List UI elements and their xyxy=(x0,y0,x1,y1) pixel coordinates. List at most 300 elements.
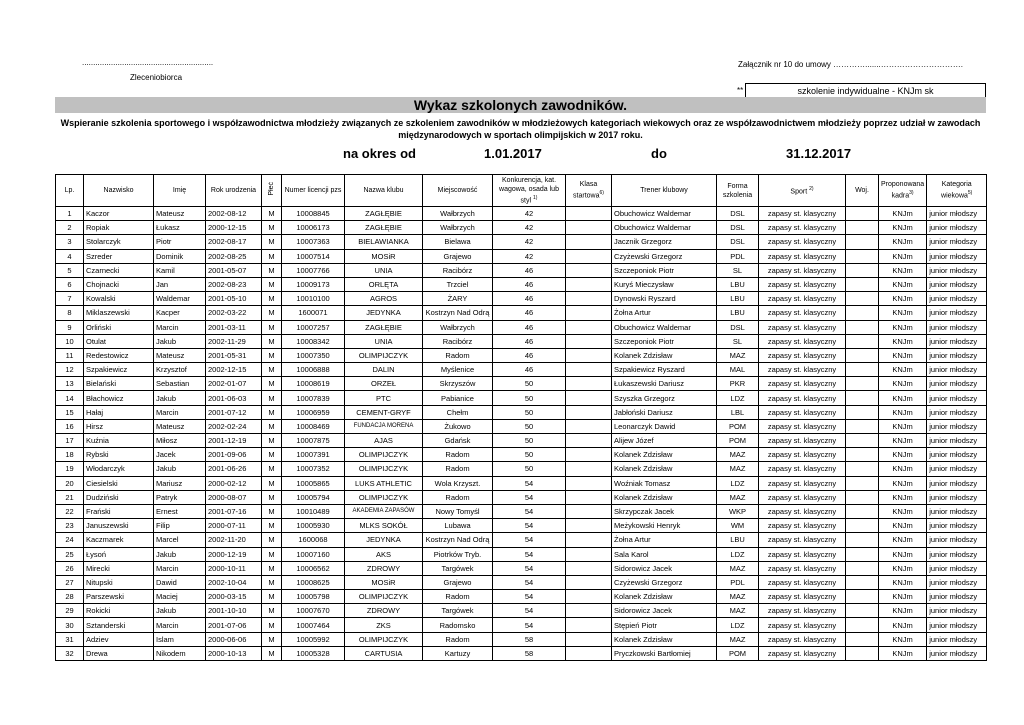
training-type-box: szkolenie indywidualne - KNJm sk xyxy=(745,83,986,98)
cell-licencja: 10008845 xyxy=(282,207,345,221)
cell-miejscowosc: Racibórz xyxy=(423,334,493,348)
cell-klasa xyxy=(566,249,612,263)
cell-plec: M xyxy=(262,292,282,306)
cell-miejscowosc: Radom xyxy=(423,462,493,476)
cell-klasa xyxy=(566,334,612,348)
cell-rok: 2002-08-25 xyxy=(206,249,262,263)
cell-kategoria: junior młodszy xyxy=(927,419,987,433)
cell-kadra: KNJm xyxy=(879,632,927,646)
cell-imie: Kacper xyxy=(154,306,206,320)
cell-lp: 20 xyxy=(56,476,84,490)
cell-forma: POM xyxy=(717,419,759,433)
cell-lp: 32 xyxy=(56,646,84,660)
cell-forma: WKP xyxy=(717,504,759,518)
cell-plec: M xyxy=(262,590,282,604)
cell-imie: Mateusz xyxy=(154,207,206,221)
cell-forma: MAZ xyxy=(717,604,759,618)
cell-miejscowosc: Targówek xyxy=(423,561,493,575)
cell-nazwisko: Ciesielski xyxy=(84,476,154,490)
cell-forma: MAZ xyxy=(717,561,759,575)
cell-licencja: 10007160 xyxy=(282,547,345,561)
cell-trener: Stępień Piotr xyxy=(612,618,717,632)
cell-plec: M xyxy=(262,405,282,419)
cell-licencja: 1600068 xyxy=(282,533,345,547)
cell-woj xyxy=(846,561,879,575)
cell-forma: WM xyxy=(717,519,759,533)
cell-woj xyxy=(846,249,879,263)
cell-klub: MOSiR xyxy=(345,575,423,589)
cell-woj xyxy=(846,391,879,405)
cell-rok: 2001-05-31 xyxy=(206,348,262,362)
cell-rok: 2000-12-15 xyxy=(206,221,262,235)
cell-trener: Obuchowicz Waldemar xyxy=(612,207,717,221)
cell-imie: Sebastian xyxy=(154,377,206,391)
cell-licencja: 10005930 xyxy=(282,519,345,533)
cell-licencja: 10007363 xyxy=(282,235,345,249)
cell-kadra: KNJm xyxy=(879,391,927,405)
cell-forma: MAZ xyxy=(717,590,759,604)
cell-konkurencja: 50 xyxy=(493,391,566,405)
cell-licencja: 10008625 xyxy=(282,575,345,589)
cell-klasa xyxy=(566,306,612,320)
col-konkurencja-label: Konkurencja, kat. wagowa, osada lub styl xyxy=(499,176,559,205)
cell-rok: 2001-06-26 xyxy=(206,462,262,476)
cell-klub: OLIMPIJCZYK xyxy=(345,590,423,604)
col-sport-label: Sport xyxy=(790,188,808,196)
cell-imie: Mariusz xyxy=(154,476,206,490)
cell-trener: Kolanek Zdzisław xyxy=(612,490,717,504)
cell-plec: M xyxy=(262,632,282,646)
cell-rok: 2001-03-11 xyxy=(206,320,262,334)
table-row xyxy=(56,405,987,419)
cell-miejscowosc: Radom xyxy=(423,448,493,462)
cell-konkurencja: 42 xyxy=(493,221,566,235)
cell-kategoria: junior młodszy xyxy=(927,618,987,632)
cell-rok: 2000-10-13 xyxy=(206,646,262,660)
cell-lp: 8 xyxy=(56,306,84,320)
sup-kategoria: 5) xyxy=(967,190,973,197)
cell-kategoria: junior młodszy xyxy=(927,235,987,249)
cell-rok: 2002-11-29 xyxy=(206,334,262,348)
cell-miejscowosc: Kartuzy xyxy=(423,646,493,660)
table-row xyxy=(56,575,987,589)
cell-klub: AKADEMIA ZAPASÓW xyxy=(345,504,423,518)
cell-miejscowosc: Radom xyxy=(423,348,493,362)
cell-sport: zapasy st. klasyczny xyxy=(759,405,846,419)
cell-klub: UNIA xyxy=(345,263,423,277)
cell-woj xyxy=(846,604,879,618)
cell-sport: zapasy st. klasyczny xyxy=(759,462,846,476)
col-forma: Forma szkolenia xyxy=(717,175,759,207)
table-row xyxy=(56,419,987,433)
cell-kadra: KNJm xyxy=(879,419,927,433)
cell-kategoria: junior młodszy xyxy=(927,547,987,561)
cell-klasa xyxy=(566,348,612,362)
cell-plec: M xyxy=(262,618,282,632)
cell-trener: Obuchowicz Waldemar xyxy=(612,320,717,334)
cell-trener: Szyszka Grzegorz xyxy=(612,391,717,405)
cell-miejscowosc: Wałbrzych xyxy=(423,320,493,334)
cell-trener: Alijew Józef xyxy=(612,434,717,448)
cell-trener: Kolanek Zdzisław xyxy=(612,448,717,462)
cell-klub: MLKS SOKÓŁ xyxy=(345,519,423,533)
cell-konkurencja: 58 xyxy=(493,632,566,646)
cell-kadra: KNJm xyxy=(879,462,927,476)
cell-imie: Dominik xyxy=(154,249,206,263)
cell-konkurencja: 54 xyxy=(493,519,566,533)
table-row xyxy=(56,207,987,221)
cell-forma: MAZ xyxy=(717,632,759,646)
cell-woj xyxy=(846,504,879,518)
cell-trener: Sidorowicz Jacek xyxy=(612,561,717,575)
cell-kategoria: junior młodszy xyxy=(927,391,987,405)
cell-nazwisko: Frański xyxy=(84,504,154,518)
table-row xyxy=(56,249,987,263)
cell-woj xyxy=(846,476,879,490)
cell-klasa xyxy=(566,504,612,518)
cell-woj xyxy=(846,575,879,589)
col-miejscowosc: Miejscowość xyxy=(423,175,493,207)
cell-kategoria: junior młodszy xyxy=(927,561,987,575)
cell-kadra: KNJm xyxy=(879,434,927,448)
cell-forma: LBL xyxy=(717,405,759,419)
cell-konkurencja: 54 xyxy=(493,490,566,504)
cell-woj xyxy=(846,519,879,533)
cell-nazwisko: Nitupski xyxy=(84,575,154,589)
cell-imie: Miłosz xyxy=(154,434,206,448)
cell-kadra: KNJm xyxy=(879,249,927,263)
cell-nazwisko: Łysoń xyxy=(84,547,154,561)
cell-klasa xyxy=(566,207,612,221)
cell-woj xyxy=(846,292,879,306)
cell-kategoria: junior młodszy xyxy=(927,490,987,504)
cell-konkurencja: 50 xyxy=(493,462,566,476)
cell-imie: Jakub xyxy=(154,334,206,348)
cell-imie: Islam xyxy=(154,632,206,646)
cell-miejscowosc: Grajewo xyxy=(423,249,493,263)
cell-kadra: KNJm xyxy=(879,377,927,391)
cell-sport: zapasy st. klasyczny xyxy=(759,434,846,448)
cell-nazwisko: Sztanderski xyxy=(84,618,154,632)
cell-sport: zapasy st. klasyczny xyxy=(759,604,846,618)
cell-forma: MAZ xyxy=(717,448,759,462)
cell-plec: M xyxy=(262,490,282,504)
cell-licencja: 10007352 xyxy=(282,462,345,476)
cell-lp: 21 xyxy=(56,490,84,504)
cell-sport: zapasy st. klasyczny xyxy=(759,519,846,533)
cell-kategoria: junior młodszy xyxy=(927,249,987,263)
col-kadra-label: Proponowana kadra xyxy=(881,181,925,200)
cell-miejscowosc: Gdańsk xyxy=(423,434,493,448)
cell-lp: 9 xyxy=(56,320,84,334)
cell-imie: Ernest xyxy=(154,504,206,518)
cell-sport: zapasy st. klasyczny xyxy=(759,334,846,348)
cell-rok: 2001-05-10 xyxy=(206,292,262,306)
cell-woj xyxy=(846,533,879,547)
cell-forma: LBU xyxy=(717,277,759,291)
cell-plec: M xyxy=(262,207,282,221)
cell-rok: 2001-09-06 xyxy=(206,448,262,462)
cell-rok: 2000-06-06 xyxy=(206,632,262,646)
cell-klasa xyxy=(566,320,612,334)
cell-sport: zapasy st. klasyczny xyxy=(759,207,846,221)
cell-konkurencja: 58 xyxy=(493,646,566,660)
cell-sport: zapasy st. klasyczny xyxy=(759,263,846,277)
cell-miejscowosc: Pabianice xyxy=(423,391,493,405)
cell-miejscowosc: Skrzyszów xyxy=(423,377,493,391)
cell-plec: M xyxy=(262,604,282,618)
cell-klasa xyxy=(566,448,612,462)
cell-woj xyxy=(846,377,879,391)
cell-klasa xyxy=(566,519,612,533)
cell-nazwisko: Parszewski xyxy=(84,590,154,604)
cell-klasa xyxy=(566,235,612,249)
table-row xyxy=(56,646,987,660)
cell-konkurencja: 54 xyxy=(493,547,566,561)
cell-forma: MAL xyxy=(717,363,759,377)
cell-lp: 3 xyxy=(56,235,84,249)
cell-rok: 2001-07-06 xyxy=(206,618,262,632)
cell-klasa xyxy=(566,263,612,277)
table-row xyxy=(56,377,987,391)
cell-trener: Sala Karol xyxy=(612,547,717,561)
cell-kategoria: junior młodszy xyxy=(927,632,987,646)
cell-trener: Czyżewski Grzegorz xyxy=(612,575,717,589)
cell-licencja: 10007350 xyxy=(282,348,345,362)
cell-klub: ZAGŁĘBIE xyxy=(345,221,423,235)
cell-sport: zapasy st. klasyczny xyxy=(759,348,846,362)
cell-licencja: 10005794 xyxy=(282,490,345,504)
cell-lp: 10 xyxy=(56,334,84,348)
cell-nazwisko: Rokicki xyxy=(84,604,154,618)
cell-rok: 2000-10-11 xyxy=(206,561,262,575)
cell-forma: LDZ xyxy=(717,618,759,632)
cell-konkurencja: 54 xyxy=(493,604,566,618)
cell-nazwisko: Januszewski xyxy=(84,519,154,533)
cell-sport: zapasy st. klasyczny xyxy=(759,575,846,589)
cell-plec: M xyxy=(262,434,282,448)
cell-woj xyxy=(846,547,879,561)
cell-plec: M xyxy=(262,462,282,476)
cell-rok: 2001-05-07 xyxy=(206,263,262,277)
cell-forma: DSL xyxy=(717,235,759,249)
cell-klasa xyxy=(566,575,612,589)
cell-forma: SL xyxy=(717,263,759,277)
table-row xyxy=(56,547,987,561)
cell-kadra: KNJm xyxy=(879,504,927,518)
cell-trener: Szczeponiok Piotr xyxy=(612,263,717,277)
cell-imie: Kamil xyxy=(154,263,206,277)
cell-klub: JEDYNKA xyxy=(345,306,423,320)
cell-rok: 2001-07-12 xyxy=(206,405,262,419)
zleceniobiorca-label: Zleceniobiorca xyxy=(130,73,183,82)
table-row xyxy=(56,320,987,334)
cell-sport: zapasy st. klasyczny xyxy=(759,377,846,391)
cell-nazwisko: Kaczor xyxy=(84,207,154,221)
table-row xyxy=(56,533,987,547)
cell-licencja: 10005328 xyxy=(282,646,345,660)
cell-forma: MAZ xyxy=(717,490,759,504)
col-kadra xyxy=(879,175,927,207)
cell-klasa xyxy=(566,632,612,646)
cell-lp: 30 xyxy=(56,618,84,632)
cell-klub: CARTUSIA xyxy=(345,646,423,660)
cell-woj xyxy=(846,448,879,462)
cell-miejscowosc: Wałbrzych xyxy=(423,207,493,221)
cell-nazwisko: Stolarczyk xyxy=(84,235,154,249)
col-woj: Woj. xyxy=(846,175,879,207)
cell-rok: 2002-08-17 xyxy=(206,235,262,249)
cell-kategoria: junior młodszy xyxy=(927,320,987,334)
cell-licencja: 10007875 xyxy=(282,434,345,448)
cell-kategoria: junior młodszy xyxy=(927,434,987,448)
cell-sport: zapasy st. klasyczny xyxy=(759,504,846,518)
table-row xyxy=(56,348,987,362)
cell-miejscowosc: ŻARY xyxy=(423,292,493,306)
cell-konkurencja: 46 xyxy=(493,363,566,377)
cell-klasa xyxy=(566,434,612,448)
cell-nazwisko: Redestowicz xyxy=(84,348,154,362)
cell-kategoria: junior młodszy xyxy=(927,519,987,533)
cell-sport: zapasy st. klasyczny xyxy=(759,490,846,504)
sup-klasa: 6) xyxy=(599,190,604,197)
cell-licencja: 10007670 xyxy=(282,604,345,618)
cell-sport: zapasy st. klasyczny xyxy=(759,533,846,547)
cell-licencja: 10007766 xyxy=(282,263,345,277)
table-row xyxy=(56,221,987,235)
cell-lp: 24 xyxy=(56,533,84,547)
cell-kadra: KNJm xyxy=(879,547,927,561)
cell-woj xyxy=(846,363,879,377)
cell-nazwisko: Szreder xyxy=(84,249,154,263)
cell-imie: Nikodem xyxy=(154,646,206,660)
cell-plec: M xyxy=(262,533,282,547)
cell-klub: ZKS xyxy=(345,618,423,632)
col-klasa xyxy=(566,175,612,207)
cell-nazwisko: Czarnecki xyxy=(84,263,154,277)
cell-woj xyxy=(846,306,879,320)
cell-klasa xyxy=(566,561,612,575)
cell-sport: zapasy st. klasyczny xyxy=(759,277,846,291)
col-kategoria-label: Kategoria wiekowa xyxy=(941,181,972,200)
cell-woj xyxy=(846,590,879,604)
cell-klasa xyxy=(566,363,612,377)
cell-plec: M xyxy=(262,320,282,334)
cell-miejscowosc: Wola Krzyszt. xyxy=(423,476,493,490)
cell-kategoria: junior młodszy xyxy=(927,348,987,362)
cell-kategoria: junior młodszy xyxy=(927,604,987,618)
cell-forma: DSL xyxy=(717,221,759,235)
cell-licencja: 10010489 xyxy=(282,504,345,518)
cell-kadra: KNJm xyxy=(879,320,927,334)
cell-woj xyxy=(846,263,879,277)
cell-sport: zapasy st. klasyczny xyxy=(759,320,846,334)
table-row xyxy=(56,504,987,518)
cell-rok: 2002-02-24 xyxy=(206,419,262,433)
cell-miejscowosc: Kostrzyn Nad Odrą xyxy=(423,306,493,320)
cell-kategoria: junior młodszy xyxy=(927,334,987,348)
cell-kadra: KNJm xyxy=(879,490,927,504)
cell-woj xyxy=(846,207,879,221)
cell-plec: M xyxy=(262,575,282,589)
cell-konkurencja: 42 xyxy=(493,207,566,221)
cell-klub: AKS xyxy=(345,547,423,561)
cell-klub: ZAGŁĘBIE xyxy=(345,320,423,334)
cell-klasa xyxy=(566,277,612,291)
cell-woj xyxy=(846,490,879,504)
cell-imie: Filip xyxy=(154,519,206,533)
cell-konkurencja: 46 xyxy=(493,263,566,277)
col-klub: Nazwa klubu xyxy=(345,175,423,207)
cell-miejscowosc: Radom xyxy=(423,590,493,604)
cell-licencja: 10005992 xyxy=(282,632,345,646)
cell-plec: M xyxy=(262,249,282,263)
table-row xyxy=(56,476,987,490)
cell-lp: 16 xyxy=(56,419,84,433)
cell-woj xyxy=(846,320,879,334)
cell-plec: M xyxy=(262,419,282,433)
cell-lp: 4 xyxy=(56,249,84,263)
cell-klub: AGROS xyxy=(345,292,423,306)
cell-nazwisko: Kaczmarek xyxy=(84,533,154,547)
cell-forma: LBU xyxy=(717,292,759,306)
cell-nazwisko: Otulat xyxy=(84,334,154,348)
table-row xyxy=(56,277,987,291)
cell-trener: Pryczkowski Bartłomiej xyxy=(612,646,717,660)
cell-konkurencja: 54 xyxy=(493,618,566,632)
cell-lp: 12 xyxy=(56,363,84,377)
cell-forma: DSL xyxy=(717,320,759,334)
cell-kadra: KNJm xyxy=(879,533,927,547)
cell-klub: JEDYNKA xyxy=(345,533,423,547)
cell-trener: Jabłoński Dariusz xyxy=(612,405,717,419)
cell-klasa xyxy=(566,221,612,235)
period-label: na okres od xyxy=(343,146,416,161)
cell-lp: 29 xyxy=(56,604,84,618)
table-row xyxy=(56,561,987,575)
cell-konkurencja: 54 xyxy=(493,561,566,575)
cell-kadra: KNJm xyxy=(879,306,927,320)
cell-sport: zapasy st. klasyczny xyxy=(759,632,846,646)
cell-imie: Mateusz xyxy=(154,419,206,433)
cell-kadra: KNJm xyxy=(879,235,927,249)
cell-imie: Jakub xyxy=(154,604,206,618)
cell-nazwisko: Hirsz xyxy=(84,419,154,433)
cell-woj xyxy=(846,405,879,419)
cell-sport: zapasy st. klasyczny xyxy=(759,590,846,604)
cell-plec: M xyxy=(262,277,282,291)
cell-miejscowosc: Wałbrzych xyxy=(423,221,493,235)
cell-lp: 13 xyxy=(56,377,84,391)
cell-licencja: 10006173 xyxy=(282,221,345,235)
cell-sport: zapasy st. klasyczny xyxy=(759,235,846,249)
cell-lp: 28 xyxy=(56,590,84,604)
cell-licencja: 10008342 xyxy=(282,334,345,348)
cell-licencja: 10008619 xyxy=(282,377,345,391)
cell-kadra: KNJm xyxy=(879,476,927,490)
cell-imie: Waldemar xyxy=(154,292,206,306)
cell-nazwisko: Włodarczyk xyxy=(84,462,154,476)
cell-klub: LUKS ATHLETIC xyxy=(345,476,423,490)
table-row xyxy=(56,632,987,646)
cell-imie: Marcin xyxy=(154,405,206,419)
cell-konkurencja: 42 xyxy=(493,249,566,263)
cell-sport: zapasy st. klasyczny xyxy=(759,221,846,235)
cell-kadra: KNJm xyxy=(879,405,927,419)
sup-kadra: 3) xyxy=(909,190,914,197)
col-lp: Lp. xyxy=(56,175,84,207)
cell-forma: MAZ xyxy=(717,348,759,362)
